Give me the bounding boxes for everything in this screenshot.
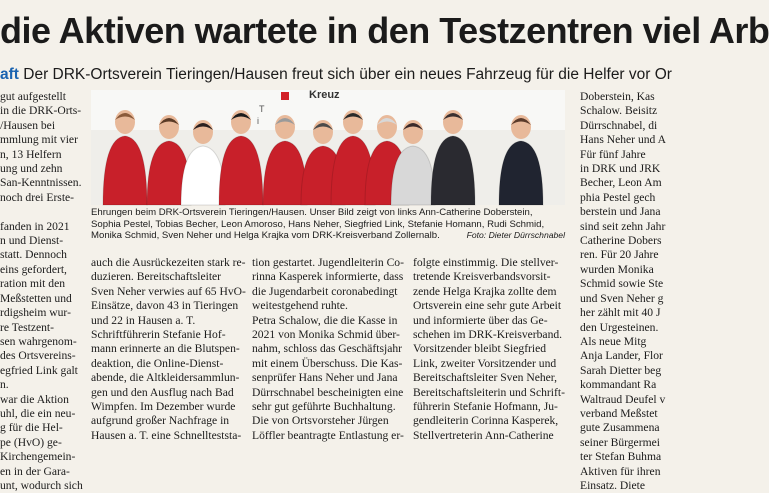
- text-line: mann erinnerte an die Blutspen-: [91, 342, 240, 356]
- text-line: uhl, die ein neu-: [0, 406, 76, 420]
- text-line: den Urgesteinen.: [580, 320, 659, 334]
- text-line: gendleiterin Corinna Kasperek,: [413, 414, 559, 428]
- caption-line: Ehrungen beim DRK-Ortsverein Tieringen/Hausen. Unser Bild zeigt von links Ann-Catherine Doberstein,: [91, 207, 533, 218]
- text-line: Catherine Dobers: [580, 234, 662, 248]
- text-line: Für fünf Jahre: [580, 147, 646, 161]
- text-line: mit einem Überschuss. Die Kas-: [252, 356, 403, 370]
- text-line: schehen im DRK-Kreisverband.: [413, 328, 563, 342]
- text-line: ung und zehn: [0, 162, 63, 176]
- text-line: deaktion, die Online-Dienst-: [91, 356, 224, 370]
- text-line: en in der Gara-: [0, 464, 70, 478]
- text-line: Einsätze, davon 43 in Tieringen: [91, 299, 239, 313]
- text-line: seiner Bürgermei: [580, 435, 660, 449]
- text-line: Waltraud Deufel v: [580, 392, 666, 406]
- text-line: Schriftführerin Stefanie Hof-: [91, 328, 226, 342]
- text-line: 2021 von Monika Schmid über-: [252, 328, 400, 342]
- text-line: gen und den Ausflug nach Bad: [91, 385, 234, 399]
- text-line: berstein und Jana: [580, 205, 661, 219]
- caption-line: Sophia Pestel, Tobias Becher, Leon Amoroso, Hans Neher, Siegfried Link, Stefanie Homann, Rudi Schmid,: [91, 218, 545, 230]
- text-line: Anja Lander, Flor: [580, 349, 663, 363]
- text-line: Sarah Dietter beg: [580, 363, 662, 377]
- text-line: n.: [0, 378, 9, 392]
- text-line: Dürrschnabel bescheinigten eine: [252, 385, 404, 399]
- text-line: rdigsheim wur-: [0, 306, 71, 320]
- text-line: abende, die Altkleidersammlun-: [91, 371, 240, 385]
- text-line: kommandant Ra: [580, 378, 657, 392]
- text-line: führerin Stefanie Hofmann, Ju-: [413, 400, 558, 414]
- group-photo-illustration: [91, 90, 565, 205]
- text-line: fanden in 2021: [0, 219, 70, 233]
- text-line: Becher, Leon Am: [580, 176, 662, 190]
- text-line: Petra Schalow, die die Kasse in: [252, 313, 398, 327]
- text-line: Kirchengemein-: [0, 450, 76, 464]
- subheadline: [0, 64, 672, 88]
- text-line: Sven Neher verwies auf 65 HvO-: [91, 284, 246, 298]
- column-body-2: [252, 256, 404, 440]
- text-line: her zählt mit 40 J: [580, 306, 661, 320]
- text-line: aufgrund großer Nachfrage in: [91, 414, 230, 428]
- photo-credit: Foto: Dieter Dürrschnabel: [466, 230, 565, 241]
- text-line: gut aufgestellt: [0, 90, 67, 103]
- text-line: die Jugendarbeit coronabedingt: [252, 284, 398, 298]
- text-line: Einsatz. Diete: [580, 478, 646, 492]
- text-line: noch drei Erste-: [0, 190, 75, 204]
- text-line: Doberstein, Kas: [580, 90, 655, 103]
- text-line: sen wahrgenom-: [0, 334, 77, 348]
- text-line: Schmid sowie Ste: [580, 277, 664, 291]
- text-line: /Hausen bei: [0, 118, 56, 132]
- text-line: senprüfer Hans Neher und Jana: [252, 371, 398, 385]
- subheadline-text: Der DRK-Ortsverein Tieringen/Hausen freut sich über ein neues Fahrzeug für die Helfer vor Or: [18, 66, 672, 83]
- text-line: rinna Kasperek informierte, dass: [252, 270, 404, 284]
- text-line: Schalow. Beisitz: [580, 104, 658, 118]
- text-line: Bereitschaftsleiter Sven Neher,: [413, 371, 558, 385]
- text-line: n und Dienst-: [0, 234, 64, 248]
- text-line: unt, wodurch sich: [0, 478, 83, 492]
- text-line: g für die Hel-: [0, 421, 63, 435]
- text-line: gute Zusammena: [580, 421, 660, 435]
- text-line: nahm, schloss das Geschäftsjahr: [252, 342, 403, 356]
- text-line: Dürrschnabel, di: [580, 118, 658, 132]
- text-line: und 22 in Hausen a. T.: [91, 313, 196, 327]
- text-line: in DRK und JRK: [580, 162, 661, 176]
- column-body-3: [413, 256, 565, 440]
- column-body-1: [91, 256, 246, 442]
- subheadline-kicker: aft: [0, 66, 19, 83]
- text-line: mmlung mit vier: [0, 133, 78, 147]
- text-line: Link, zweiter Vorsitzender und: [413, 356, 557, 370]
- text-line: und informierte über das Ge-: [413, 313, 548, 327]
- photo-caption: [91, 207, 565, 251]
- text-line: auch die Ausrückezeiten stark re-: [91, 256, 246, 269]
- text-line: und Sven Neher g: [580, 291, 664, 305]
- text-line: Ortsverein eine sehr gute Arbeit: [413, 299, 562, 313]
- text-line: eins gefordert,: [0, 262, 67, 276]
- text-line: Vorsitzender bleibt Siegfried: [413, 342, 547, 356]
- text-line: [0, 205, 86, 219]
- text-line: war die Aktion: [0, 392, 69, 406]
- text-line: zende Helga Krajka zollte dem: [413, 284, 557, 298]
- text-line: pe (HvO) ge-: [0, 435, 62, 449]
- text-line: Stellvertreterin Ann-Catherine: [413, 428, 554, 442]
- text-line: Aktiven für ihren: [580, 464, 661, 478]
- text-line: Hausen a. T. eine Schnellteststa-: [91, 428, 242, 442]
- text-line: ration mit den: [0, 277, 66, 291]
- text-line: wurden Monika: [580, 262, 654, 276]
- text-line: tion gestartet. Jugendleiterin Co-: [252, 256, 404, 269]
- headline: die Aktiven wartete in den Testzentren viel Arb: [0, 10, 769, 51]
- text-line: weitestgehend ruhte.: [252, 299, 348, 313]
- text-line: re Testzent-: [0, 320, 55, 334]
- wall-sign-text: Kreuz: [309, 89, 340, 101]
- column-right: [580, 90, 666, 492]
- article-photo: [91, 90, 565, 205]
- text-line: duzieren. Bereitschaftsleiter: [91, 270, 222, 284]
- svg-text:i: i: [257, 116, 259, 126]
- text-line: tretende Kreisverbandsvorsit-: [413, 270, 551, 284]
- column-left: [0, 90, 86, 492]
- text-line: egfried Link galt: [0, 363, 78, 377]
- caption-line: Monika Schmid, Sven Neher und Helga Krajka vom DRK-Kreisverband Zollernalb. Foto: Dieter Dürrschnabel: [91, 230, 565, 242]
- text-line: statt. Dennoch: [0, 248, 67, 262]
- text-line: des Ortsvereins-: [0, 349, 76, 363]
- text-line: folgte einstimmig. Die stellver-: [413, 256, 559, 269]
- text-line: Wimpfen. Im Dezember wurde: [91, 400, 236, 414]
- text-line: Meßstetten und: [0, 291, 72, 305]
- text-line: sehr gut geführte Buchhaltung.: [252, 400, 396, 414]
- text-line: Löffler beantragte Entlastung er-: [252, 428, 404, 442]
- text-line: sind seit zehn Jahr: [580, 219, 666, 233]
- svg-text:T: T: [259, 104, 265, 114]
- text-line: phia Pestel gech: [580, 190, 656, 204]
- text-line: Hans Neher und A: [580, 133, 666, 147]
- text-line: ter Stefan Buhma: [580, 450, 662, 464]
- text-line: Bereitschaftsleiterin und Schrift-: [413, 385, 565, 399]
- text-line: in die DRK-Orts-: [0, 104, 82, 118]
- text-line: San-Kenntnissen.: [0, 176, 82, 190]
- text-line: Als neue Mitg: [580, 334, 647, 348]
- text-line: ren. Für 20 Jahre: [580, 248, 659, 262]
- text-line: verband Meßstet: [580, 406, 658, 420]
- text-line: Die von Ortsvorsteher Jürgen: [252, 414, 389, 428]
- text-line: n, 13 Helfern: [0, 147, 62, 161]
